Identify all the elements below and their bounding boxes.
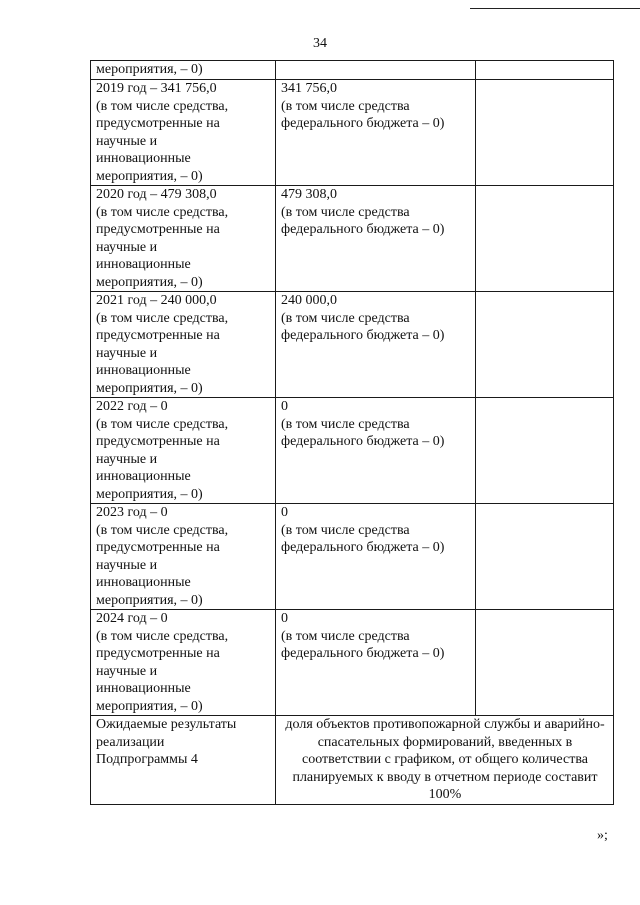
empty-cell (476, 504, 614, 610)
year-cell: 2024 год – 0 (в том числе средства, предусмотренные на научные и инновационные мероприятия, – 0) (91, 610, 276, 716)
federal-budget-cell: 341 756,0 (в том числе средства федерального бюджета – 0) (276, 80, 476, 186)
federal-budget-cell: 0 (в том числе средства федерального бюджета – 0) (276, 610, 476, 716)
page-number: 34 (313, 36, 327, 51)
table-row (91, 398, 614, 504)
year-cell: 2022 год – 0 (в том числе средства, предусмотренные на научные и инновационные мероприятия, – 0) (91, 398, 276, 504)
empty-cell (476, 398, 614, 504)
table-row (91, 610, 614, 716)
federal-budget-cell: 0 (в том числе средства федерального бюджета – 0) (276, 504, 476, 610)
results-label-cell: Ожидаемые результаты реализации Подпрограммы 4 (91, 716, 276, 805)
empty-cell (476, 186, 614, 292)
empty-cell (476, 61, 614, 80)
closing-quote-mark: »; (597, 828, 608, 843)
year-cell: 2021 год – 240 000,0 (в том числе средства, предусмотренные на научные и инновационные мероприятия, – 0) (91, 292, 276, 398)
federal-budget-cell: 240 000,0 (в том числе средства федерального бюджета – 0) (276, 292, 476, 398)
table-row (91, 292, 614, 398)
table-row (91, 61, 614, 80)
funding-table (90, 60, 614, 805)
federal-budget-cell: 0 (в том числе средства федерального бюджета – 0) (276, 398, 476, 504)
table-row (91, 504, 614, 610)
year-cell: 2023 год – 0 (в том числе средства, предусмотренные на научные и инновационные мероприятия, – 0) (91, 504, 276, 610)
year-cell: мероприятия, – 0) (91, 61, 276, 80)
table-row (91, 80, 614, 186)
results-row (91, 716, 614, 805)
table-row (91, 186, 614, 292)
funding-table-body (91, 61, 614, 805)
top-rule (470, 8, 640, 9)
empty-cell (476, 292, 614, 398)
results-text-cell: доля объектов противопожарной службы и аварийно-спасательных формирований, введенных в соответствии с графиком, от общего количества планируемых к вводу в отчетном периоде составит 100% (276, 716, 614, 805)
empty-cell (476, 610, 614, 716)
federal-budget-cell: 479 308,0 (в том числе средства федерального бюджета – 0) (276, 186, 476, 292)
empty-cell (476, 80, 614, 186)
year-cell: 2019 год – 341 756,0 (в том числе средства, предусмотренные на научные и инновационные мероприятия, – 0) (91, 80, 276, 186)
federal-budget-cell (276, 61, 476, 80)
year-cell: 2020 год – 479 308,0 (в том числе средства, предусмотренные на научные и инновационные мероприятия, – 0) (91, 186, 276, 292)
